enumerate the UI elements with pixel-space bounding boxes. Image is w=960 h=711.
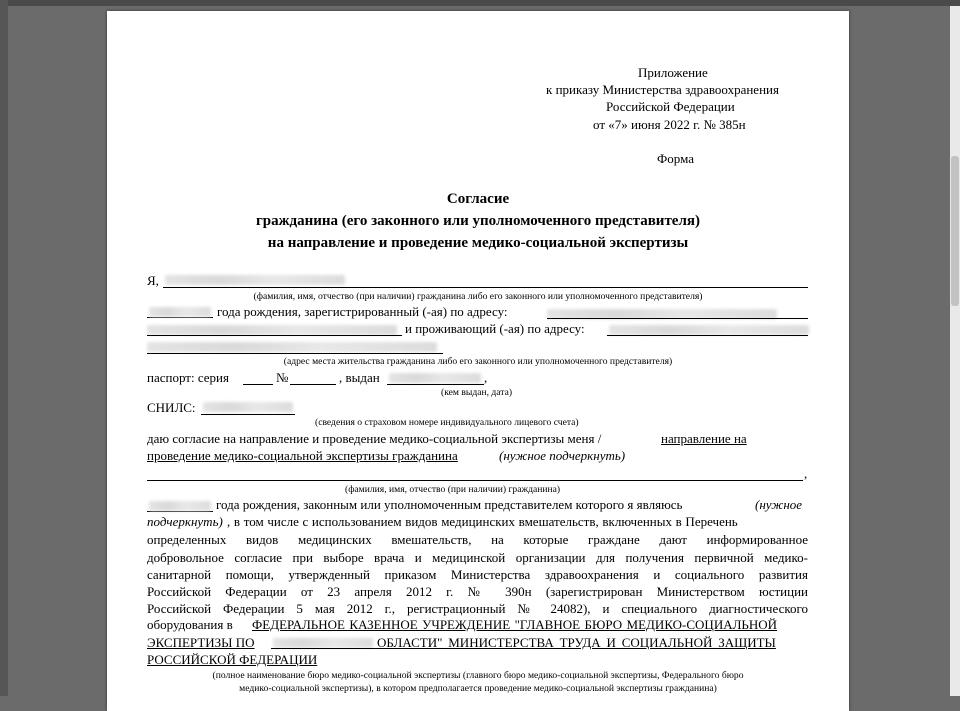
living-address-line-2 bbox=[147, 353, 443, 354]
birth-year-line bbox=[147, 317, 213, 318]
appendix-label: Приложение bbox=[638, 65, 708, 80]
fio-caption: (фамилия, имя, отчество (при наличии) гражданина либо его законного или уполномоченного представителя) bbox=[253, 291, 703, 302]
bureau-name-3: РОССИЙСКОЙ ФЕДЕРАЦИИ bbox=[147, 652, 318, 667]
scrollbar-thumb[interactable] bbox=[951, 156, 959, 306]
bureau-name-2a: ЭКСПЕРТИЗЫ ПО bbox=[147, 635, 255, 650]
passport-series-label: паспорт: серия bbox=[147, 370, 229, 385]
reg-address-line-2 bbox=[147, 335, 402, 336]
living-address-line bbox=[607, 335, 808, 336]
redacted-reg-address-2 bbox=[147, 325, 397, 335]
fio2-line bbox=[147, 480, 803, 481]
region-line bbox=[271, 648, 377, 649]
issued-by-line bbox=[387, 384, 484, 385]
issued-comma: , bbox=[484, 370, 488, 385]
doc-subtitle-1: гражданина (его законного или уполномоченного представителя) bbox=[255, 213, 700, 229]
para-line-1a: года рождения, законным или уполномоченным представителем которого я являюсь bbox=[216, 497, 683, 512]
issued-label: , выдан bbox=[339, 370, 380, 385]
living-text: и проживающий (-ая) по адресу: bbox=[405, 321, 585, 336]
redacted-snils bbox=[203, 402, 293, 412]
viewer-top-edge bbox=[0, 0, 960, 6]
para-line-3: определенных видов медицинских вмешательств, на которые граждане дают информированное bbox=[147, 532, 808, 547]
reg-address-line bbox=[547, 318, 808, 319]
order-line: к приказу Министерства здравоохранения bbox=[546, 82, 779, 97]
birth-reg-text: года рождения, зарегистрированный (-ая) по адресу: bbox=[217, 304, 508, 319]
bureau-caption-2: медико-социальной экспертизы), в котором предполагается проведение медико-социальной экспертизы гражданина) bbox=[239, 683, 717, 694]
fio2-comma: , bbox=[804, 466, 808, 481]
addr-caption: (адрес места жительства гражданина либо его законного или уполномоченного представителя) bbox=[283, 356, 673, 367]
redacted-fio bbox=[165, 275, 345, 285]
bureau-name-1: ФЕДЕРАЛЬНОЕ КАЗЕННОЕ УЧРЕЖДЕНИЕ "ГЛАВНОЕ БЮРО МЕДИКО-СОЦИАЛЬНОЙ bbox=[252, 617, 778, 632]
para-line-7: Российской Федерации 5 мая 2012 г., регистрационный № 24082), и специального диагностического bbox=[147, 601, 808, 616]
para-line-2b: , в том числе с использованием видов медицинских вмешательств, включенных в Перечень bbox=[227, 514, 738, 529]
doc-subtitle-2: на направление и проведение медико-социальной экспертизы bbox=[267, 235, 689, 251]
consent-option-c: проведение медико-социальной экспертизы гражданина bbox=[147, 448, 458, 463]
para-line-5: санитарной помощи, утвержденный приказом Министерства здравоохранения и социального развития bbox=[147, 567, 808, 582]
ya-label: Я, bbox=[147, 273, 159, 288]
issued-caption: (кем выдан, дата) bbox=[441, 387, 513, 398]
consent-text-a: даю согласие на направление и проведение медико-социальной экспертизы меня / bbox=[147, 431, 602, 446]
snils-caption: (сведения о страховом номере индивидуального лицевого счета) bbox=[315, 417, 579, 428]
country-line: Российской Федерации bbox=[606, 99, 735, 114]
passport-series-line bbox=[243, 384, 273, 385]
doc-title: Согласие bbox=[446, 191, 510, 207]
fio-line bbox=[163, 287, 808, 288]
para-line-1b: (нужное bbox=[755, 497, 803, 512]
consent-hint: (нужное подчеркнуть) bbox=[499, 448, 626, 463]
redacted-issued-by bbox=[389, 373, 481, 383]
para-line-6: Российской Федерации от 23 апреля 2012 г. № 390н (зарегистрирован Министерством юстиции bbox=[147, 584, 808, 599]
birth-year2-line bbox=[147, 511, 213, 512]
bureau-name-2b: ОБЛАСТИ" МИНИСТЕРСТВА ТРУДА И СОЦИАЛЬНОЙ ЗАЩИТЫ bbox=[377, 635, 776, 650]
redacted-birth-year2 bbox=[149, 501, 211, 511]
redacted-living-address-2 bbox=[147, 342, 437, 352]
order-date-line: от «7» июня 2022 г. № 385н bbox=[593, 117, 746, 132]
para-line-8a: оборудования в bbox=[147, 617, 233, 632]
passport-number-label: № bbox=[276, 370, 289, 385]
viewer-left-edge bbox=[0, 0, 8, 696]
snils-line bbox=[201, 414, 295, 415]
snils-label: СНИЛС: bbox=[147, 400, 196, 415]
redacted-region bbox=[273, 638, 373, 648]
bureau-caption-1: (полное наименование бюро медико-социальной экспертизы (главного бюро медико-социальной экспертизы, Федерального бюро bbox=[212, 670, 744, 681]
passport-number-line bbox=[290, 384, 336, 385]
redacted-living-address bbox=[609, 325, 809, 335]
para-line-2a: подчеркнуть) bbox=[147, 514, 223, 529]
document-page bbox=[107, 11, 849, 711]
redacted-birth-year bbox=[149, 307, 211, 317]
form-label: Форма bbox=[657, 151, 694, 166]
consent-option-b: направление на bbox=[661, 431, 747, 446]
para-line-4: добровольное согласие при выборе врача и медицинской организации для получения первичной медико- bbox=[147, 550, 808, 565]
fio2-caption: (фамилия, имя, отчество (при наличии) гражданина) bbox=[345, 484, 561, 495]
vertical-scrollbar[interactable] bbox=[950, 6, 960, 696]
